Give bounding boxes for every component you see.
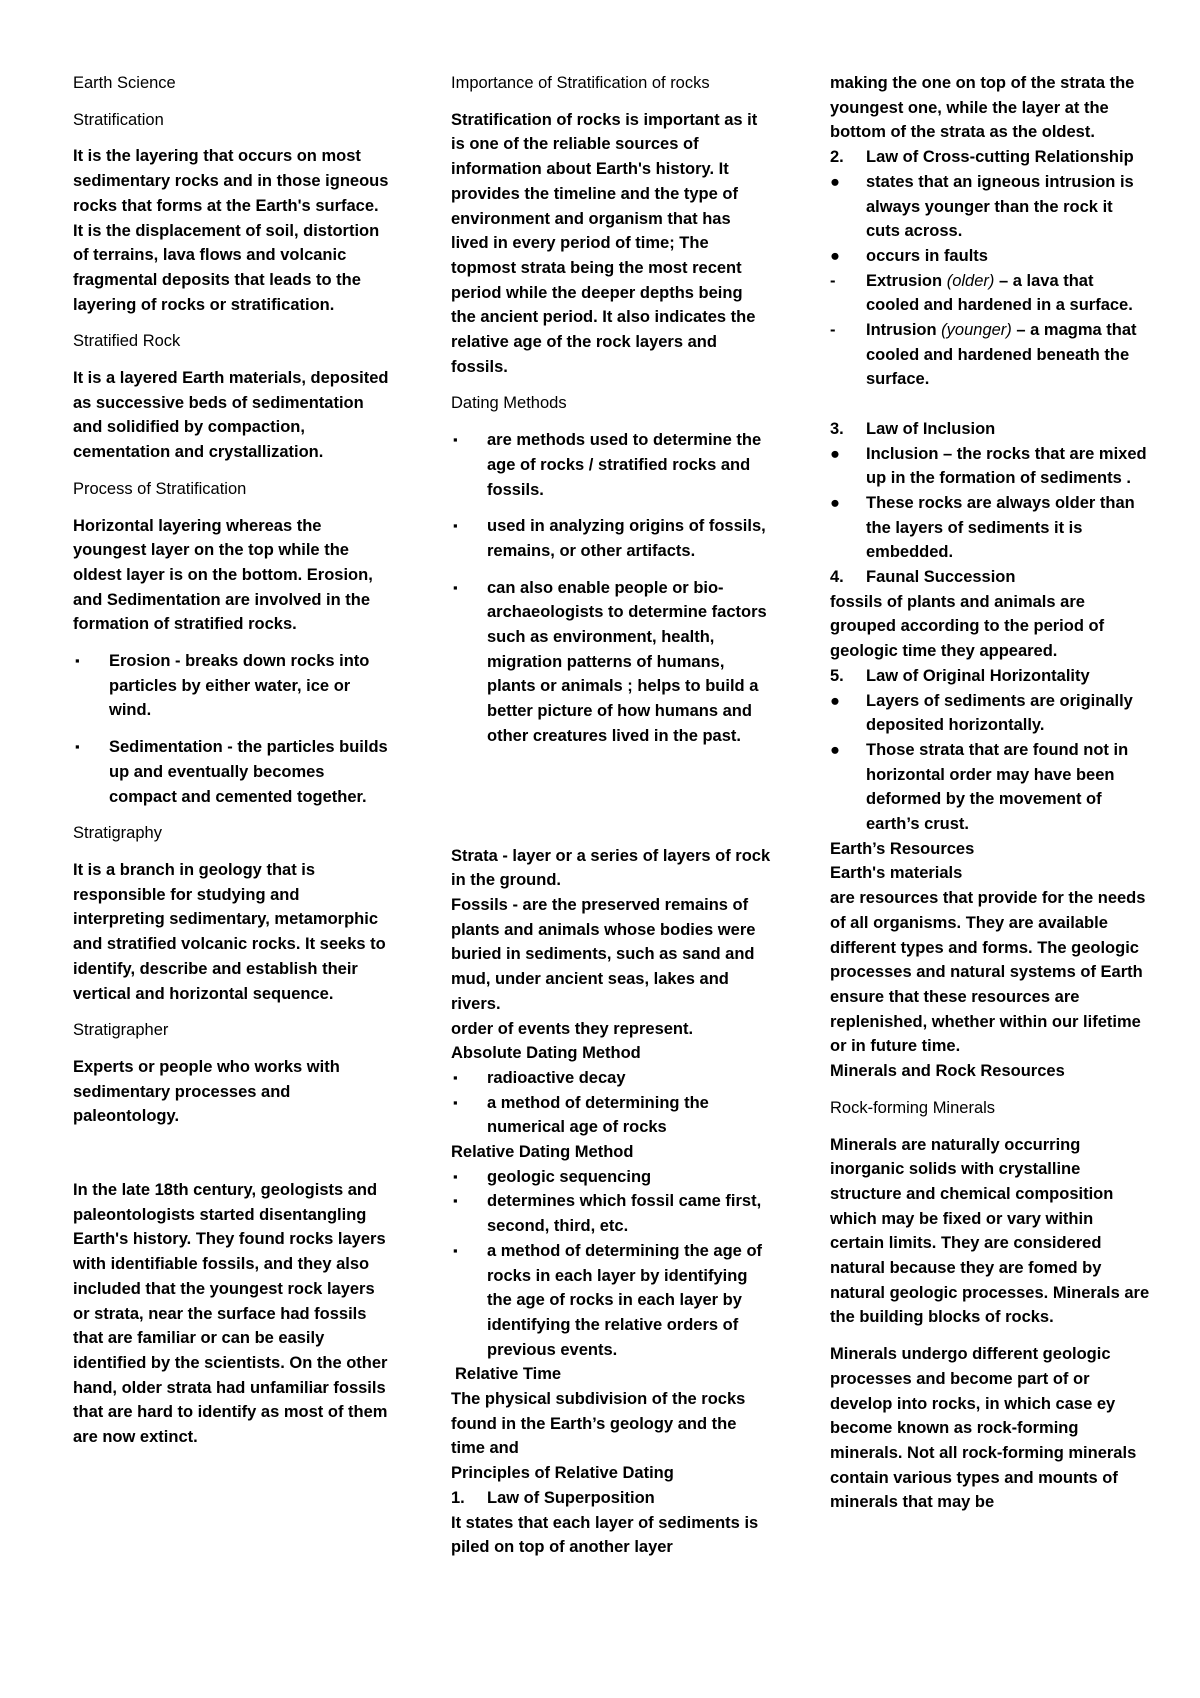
list-item: ▪ Sedimentation - the particles builds up and eventually becomes compact and cemented together. [73,735,391,809]
list-item: ● These rocks are always older than the layers of sediments it is embedded. [830,491,1150,565]
paragraph-stratigrapher: Experts or people who works with sedimentary processes and paleontology. [73,1057,340,1126]
bullet-icon: ▪ [453,1193,458,1209]
paragraph-materials: are resources that provide for the needs of all organisms. They are available different types and forms. The geologic processes and natural systems of Earth ensure that these resources are replenished, whether within our lifetime or in future time. [830,889,1146,1056]
paragraph-stratification: It is the layering that occurs on most sedimentary rocks and in those igneous rocks that forms at the Earth's surface. It is the displacement of soil, distortion of terrains, lava flows and volcanic fragmental deposits that leads to the layering of rocks or stratification. [73,147,389,314]
heading-earth-science: Earth Science [73,74,176,92]
bullet-icon: ▪ [75,653,80,669]
paragraph-superposition-cont: making the one on top of the strata the youngest one, while the layer at the bottom of the strata as the oldest. [830,74,1135,142]
paragraph-stratified-rock: It is a layered Earth materials, deposited as successive beds of sedimentation and solidified by compaction, cementation and crystallization. [73,369,389,462]
bullet-icon: ● [830,172,840,191]
list-item: ▪ a method of determining the numerical age of rocks [451,1091,771,1140]
paragraph-history: In the late 18th century, geologists and paleontologists started disentangling Earth's history. They found rocks layers with identifiable fossils, and they also included that the youngest rock layers or strata, near the surface had fossils that are familiar or can be easily identified by the scientists. On the other hand, older strata had unfamiliar fossils that are hard to identify as most of them are now extinct. [73,1181,388,1447]
bullet-icon: ▪ [453,579,458,595]
heading-dating-methods: Dating Methods [451,394,567,413]
heading-process-of-stratification: Process of Stratification [73,479,247,498]
bullet-icon: ● [830,444,840,463]
list-item: ● Layers of sediments are originally deposited horizontally. [830,689,1150,738]
list-item: 1. Law of Superposition [451,1486,771,1511]
heading-earths-resources: Earth’s Resources [830,839,975,858]
column-3 [830,71,1150,1515]
list-number: 4. [830,568,844,587]
list-item: 5. Law of Original Horizontality [830,664,1150,689]
list-number: 2. [830,148,844,167]
paragraph-process: Horizontal layering whereas the youngest layer on the top while the oldest layer is on the bottom. Erosion, and Sedimentation are involved in the formation of stratified rocks. [73,516,373,634]
paragraph-superposition: It states that each layer of sediments is piled on top of another layer [451,1513,759,1557]
column-2 [451,71,771,1560]
list-item: ● states that an igneous intrusion is always younger than the rock it cuts across. [830,170,1150,244]
column-1 [73,71,391,1450]
list-item: ▪ are methods used to determine the age of rocks / stratified rocks and fossils. [451,428,771,502]
paragraph-fossils: Fossils - are the preserved remains of plants and animals whose bodies were buried in sediments, such as sand and mud, under ancient seas, lakes and rivers. [451,895,756,1013]
list-item: ● Inclusion – the rocks that are mixed up in the formation of sediments . [830,442,1150,491]
heading-stratified-rock: Stratified Rock [73,332,181,351]
list-item: - Intrusion (younger) – a magma that cooled and hardened beneath the surface. [830,318,1150,392]
list-item: ▪ radioactive decay [451,1066,771,1091]
list-item: ● occurs in faults [830,244,1150,269]
list-item: 4. Faunal Succession [830,565,1150,590]
list-item: 3. Law of Inclusion [830,417,1150,442]
dash-icon: - [830,271,836,290]
list-item: ▪ used in analyzing origins of fossils, remains, or other artifacts. [451,514,771,563]
list-number: 1. [451,1488,465,1507]
bullet-icon: ▪ [453,432,458,448]
list-item: ▪ can also enable people or bio-archaeologists to determine factors such as environment, health, migration patterns of humans, plants or animals ; helps to build a better picture of how humans and other creatures lived in the past. [451,576,771,749]
bullet-icon: ● [830,740,840,759]
bullet-icon: ▪ [453,1094,458,1110]
heading-stratigraphy: Stratigraphy [73,824,162,843]
heading-relative-time: Relative Time [455,1365,562,1384]
list-item: - Extrusion (older) – a lava that cooled and hardened in a surface. [830,269,1150,318]
heading-importance: Importance of Stratification of rocks [451,74,710,92]
list-item: 2. Law of Cross-cutting Relationship [830,145,1150,170]
heading-absolute-dating: Absolute Dating Method [451,1044,641,1063]
list-item: ▪ Erosion - breaks down rocks into particles by either water, ice or wind. [73,649,391,723]
paragraph-rock-forming-1: Minerals are naturally occurring inorganic solids with crystalline structure and chemical composition which may be fixed or vary within certain limits. They are considered natural because they are fomed by natural geologic processes. Minerals are the building blocks of rocks. [830,1135,1150,1327]
heading-minerals-rock-resources: Minerals and Rock Resources [830,1062,1065,1081]
heading-earths-materials: Earth's materials [830,864,963,883]
list-item: ▪ determines which fossil came first, second, third, etc. [451,1189,771,1238]
bullet-icon: ▪ [453,1069,458,1085]
paragraph-faunal: fossils of plants and animals are grouped according to the period of geologic time they appeared. [830,592,1105,661]
paragraph-rock-forming-2: Minerals undergo different geologic processes and become part of or develop into rocks, in which case ey become known as rock-forming minerals. Not all rock-forming minerals contain various types and mounts of minerals that may be [830,1345,1137,1512]
heading-stratification: Stratification [73,110,164,129]
bullet-icon: ▪ [75,739,80,755]
list-item: ▪ geologic sequencing [451,1165,771,1190]
heading-stratigrapher: Stratigrapher [73,1021,169,1040]
list-number: 5. [830,666,844,685]
heading-relative-dating: Relative Dating Method [451,1143,634,1162]
heading-principles: Principles of Relative Dating [451,1464,674,1483]
dash-icon: - [830,321,836,340]
heading-rock-forming-minerals: Rock-forming Minerals [830,1098,996,1117]
paragraph-relative-time: The physical subdivision of the rocks found in the Earth’s geology and the time and [451,1390,746,1458]
list-item: ● Those strata that are found not in horizontal order may have been deformed by the movement of earth’s crust. [830,738,1150,837]
bullet-icon: ● [830,691,840,710]
list-item: ▪ a method of determining the age of rocks in each layer by identifying the age of rocks in each layer by identifying the relative orders of previous events. [451,1239,771,1363]
paragraph-importance: Stratification of rocks is important as it is one of the reliable sources of information about Earth's history. It provides the timeline and the type of environment and organism that has lived in every period of time; The topmost strata being the most recent period while the deeper depths being the ancient period. It also indicates the relative age of the rock layers and fossils. [451,110,758,376]
paragraph-strata: Strata - layer or a series of layers of rock in the ground. [451,846,771,890]
paragraph-order: order of events they represent. [451,1019,694,1038]
bullet-icon: ▪ [453,1168,458,1184]
bullet-icon: ● [830,246,840,265]
bullet-icon: ● [830,493,840,512]
bullet-icon: ▪ [453,518,458,534]
paragraph-stratigraphy: It is a branch in geology that is responsible for studying and interpreting sedimentary, metamorphic and stratified volcanic rocks. It seeks to identify, describe and establish their vertical and horizontal sequence. [73,860,386,1003]
list-number: 3. [830,419,844,438]
bullet-icon: ▪ [453,1242,458,1258]
